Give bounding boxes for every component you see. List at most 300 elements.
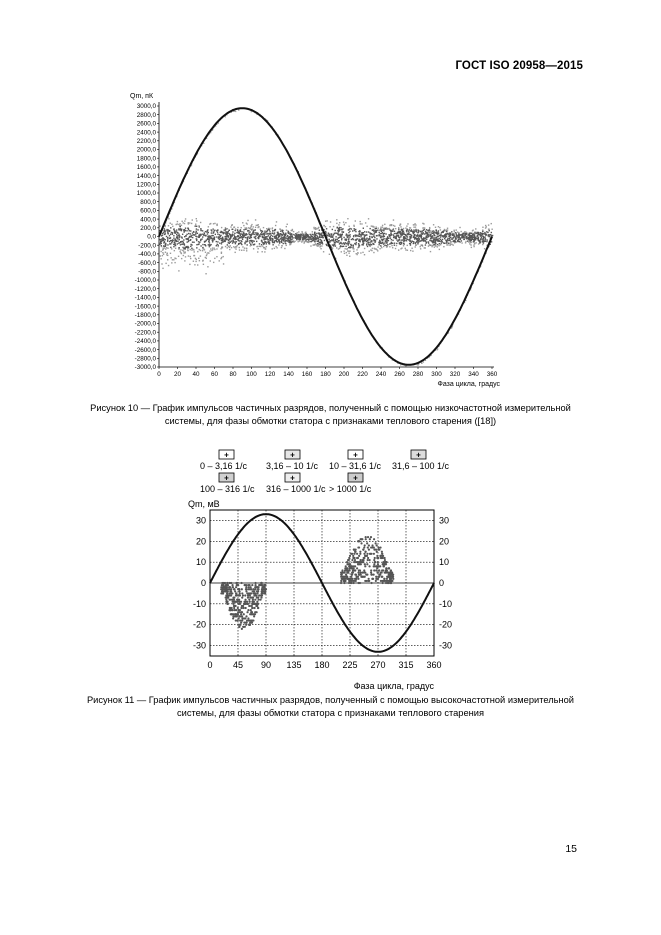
fig11-pulse-point — [252, 597, 254, 599]
fig10-pulse-point — [349, 231, 350, 232]
fig10-pulse-point — [186, 234, 187, 235]
fig10-pulse-point — [253, 248, 254, 249]
fig10-pulse-point — [283, 243, 284, 244]
fig10-pulse-point — [410, 240, 411, 241]
fig10-pulse-point — [427, 234, 428, 235]
fig10-pulse-point — [483, 239, 484, 240]
fig10-pulse-point — [332, 237, 333, 238]
fig11-pulse-point — [374, 557, 376, 559]
fig10-pulse-point — [174, 250, 175, 251]
fig10-pulse-point — [173, 244, 174, 245]
fig11-pulse-point — [384, 559, 386, 561]
fig10-pulse-point — [388, 240, 389, 241]
fig10-pulse-point — [422, 230, 423, 231]
fig11-pulse-point — [362, 561, 364, 563]
fig10-pulse-point — [243, 235, 244, 236]
fig11-pulse-point — [340, 580, 342, 582]
fig10-pulse-point — [452, 244, 453, 245]
fig10-pulse-point — [406, 230, 407, 231]
fig10-pulse-point — [400, 234, 401, 235]
fig10-pulse-point — [224, 241, 225, 242]
fig10-pulse-point — [293, 237, 294, 238]
fig10-x-tick-label: 260 — [394, 371, 405, 378]
fig10-pulse-point — [197, 251, 198, 252]
fig10-pulse-point — [393, 219, 394, 220]
fig10-pulse-point — [435, 243, 436, 244]
fig11-pulse-point — [377, 549, 379, 551]
fig10-pulse-point — [472, 229, 473, 230]
fig10-pulse-point — [220, 236, 221, 237]
fig10-pulse-point — [303, 242, 304, 243]
fig10-pulse-point — [266, 246, 267, 247]
fig10-pulse-point — [303, 238, 304, 239]
fig11-pulse-point — [373, 569, 375, 571]
fig10-pulse-point — [293, 241, 294, 242]
fig10-pulse-point — [328, 233, 329, 234]
fig11-pulse-point — [370, 569, 372, 571]
fig11-pulse-point — [241, 605, 243, 607]
fig10-pulse-point — [278, 244, 279, 245]
fig10-pulse-point — [254, 244, 255, 245]
legend-label: 100 – 316 1/с — [200, 484, 255, 494]
fig10-pulse-point — [438, 235, 439, 236]
fig10-wave-point — [225, 116, 226, 117]
fig10-pulse-point — [276, 247, 277, 248]
fig11-pulse-point — [252, 599, 254, 601]
fig10-pulse-point — [291, 230, 292, 231]
fig10-pulse-point — [438, 245, 439, 246]
fig11-pulse-point — [246, 592, 248, 594]
fig11-pulse-point — [248, 599, 250, 601]
fig11-pulse-point — [241, 611, 243, 613]
fig10-pulse-point — [341, 243, 342, 244]
fig10-pulse-point — [199, 234, 200, 235]
fig10-pulse-point — [438, 240, 439, 241]
fig10-pulse-point — [216, 248, 217, 249]
fig10-pulse-point — [405, 238, 406, 239]
fig10-y-tick-label: 2200,0 — [136, 138, 156, 145]
fig10-pulse-point — [353, 244, 354, 245]
fig10-pulse-point — [235, 243, 236, 244]
fig10-pulse-point — [441, 242, 442, 243]
fig10-pulse-point — [377, 230, 378, 231]
fig10-pulse-point — [176, 229, 177, 230]
fig10-pulse-point — [202, 230, 203, 231]
fig10-pulse-point — [188, 233, 189, 234]
fig11-pulse-point — [230, 613, 232, 615]
fig11-pulse-point — [251, 622, 253, 624]
fig11-pulse-point — [236, 601, 238, 603]
fig11-x-tick-label: 315 — [398, 660, 414, 670]
fig11-pulse-point — [376, 571, 378, 573]
fig10-pulse-point — [301, 234, 302, 235]
fig10-pulse-point — [325, 231, 326, 232]
fig11-pulse-point — [390, 571, 392, 573]
fig11-pulse-point — [235, 605, 237, 607]
fig10-pulse-point — [356, 249, 357, 250]
fig10-pulse-point — [341, 238, 342, 239]
fig10-pulse-point — [319, 234, 320, 235]
fig10-pulse-point — [440, 234, 441, 235]
fig10-pulse-point — [193, 242, 194, 243]
fig11-pulse-point — [241, 615, 243, 617]
fig10-pulse-point — [366, 243, 367, 244]
fig10-pulse-point — [485, 227, 486, 228]
fig11-pulse-point — [254, 584, 256, 586]
fig10-pulse-point — [425, 241, 426, 242]
fig10-pulse-point — [295, 236, 296, 237]
fig11-pulse-point — [259, 599, 261, 601]
fig10-pulse-point — [246, 248, 247, 249]
fig10-pulse-point — [359, 233, 360, 234]
fig10-pulse-point — [407, 250, 408, 251]
fig10-pulse-point — [467, 236, 468, 237]
fig11-pulse-point — [261, 590, 263, 592]
fig10-pulse-point — [231, 247, 232, 248]
fig10-pulse-point — [173, 229, 174, 230]
fig10-pulse-point — [188, 223, 189, 224]
fig10-pulse-point — [208, 244, 209, 245]
fig10-pulse-point — [480, 235, 481, 236]
fig10-pulse-point — [390, 230, 391, 231]
fig10-pulse-point — [474, 240, 475, 241]
fig10-pulse-point — [388, 238, 389, 239]
fig10-pulse-point — [255, 236, 256, 237]
fig11-pulse-point — [359, 553, 361, 555]
fig10-pulse-point — [227, 247, 228, 248]
fig10-pulse-point — [264, 235, 265, 236]
fig11-pulse-point — [387, 582, 389, 584]
fig10-pulse-point — [198, 258, 199, 259]
fig11-pulse-point — [241, 588, 243, 590]
fig10-pulse-point — [349, 228, 350, 229]
fig10-pulse-point — [203, 264, 204, 265]
fig10-pulse-point — [316, 244, 317, 245]
fig10-pulse-point — [408, 233, 409, 234]
fig10-pulse-point — [430, 235, 431, 236]
fig10-pulse-point — [162, 233, 163, 234]
fig10-pulse-point — [176, 241, 177, 242]
fig10-pulse-point — [179, 239, 180, 240]
fig10-pulse-point — [377, 246, 378, 247]
fig10-pulse-point — [301, 241, 302, 242]
fig11-pulse-point — [343, 582, 345, 584]
fig10-pulse-point — [256, 225, 257, 226]
fig10-pulse-point — [490, 234, 491, 235]
fig11-pulse-point — [237, 611, 239, 613]
fig10-pulse-point — [207, 266, 208, 267]
fig10-pulse-point — [322, 242, 323, 243]
fig10-pulse-point — [164, 247, 165, 248]
fig10-pulse-point — [264, 230, 265, 231]
fig11-pulse-point — [229, 592, 231, 594]
fig11-pulse-point — [241, 607, 243, 609]
fig10-pulse-point — [394, 244, 395, 245]
fig10-pulse-point — [257, 251, 258, 252]
fig10-pulse-point — [307, 234, 308, 235]
legend-label: 0 – 3,16 1/с — [200, 461, 248, 471]
figure-10-caption-line1: Рисунок 10 — График импульсов частичных разрядов, полученный с помощью низкочастотной измерительной — [90, 403, 571, 413]
fig10-pulse-point — [206, 258, 207, 259]
fig10-pulse-point — [199, 242, 200, 243]
fig10-pulse-point — [185, 251, 186, 252]
fig10-pulse-point — [457, 237, 458, 238]
fig11-pulse-point — [245, 584, 247, 586]
fig10-pulse-point — [212, 239, 213, 240]
fig11-pulse-point — [248, 624, 250, 626]
fig10-pulse-point — [312, 234, 313, 235]
fig10-pulse-point — [411, 248, 412, 249]
fig10-pulse-point — [431, 245, 432, 246]
fig10-pulse-point — [302, 233, 303, 234]
fig10-pulse-point — [213, 223, 214, 224]
fig11-pulse-point — [356, 576, 358, 578]
fig10-pulse-point — [163, 240, 164, 241]
fig11-pulse-point — [238, 626, 240, 628]
fig10-y-tick-label: 3000,0 — [136, 103, 156, 111]
fig10-pulse-point — [341, 231, 342, 232]
fig10-pulse-point — [279, 242, 280, 243]
fig11-pulse-point — [232, 603, 234, 605]
fig10-pulse-point — [409, 238, 410, 239]
fig10-y-tick-label: -1800,0 — [134, 312, 156, 319]
fig10-pulse-point — [314, 235, 315, 236]
fig10-pulse-point — [233, 227, 234, 228]
fig10-pulse-point — [343, 246, 344, 247]
fig10-pulse-point — [383, 233, 384, 234]
fig10-pulse-point — [400, 224, 401, 225]
fig10-pulse-point — [206, 253, 207, 254]
fig10-pulse-point — [316, 233, 317, 234]
fig10-pulse-point — [358, 244, 359, 245]
figure-11-chart — [180, 448, 480, 693]
fig10-pulse-point — [170, 237, 171, 238]
fig10-pulse-point — [310, 245, 311, 246]
fig11-pulse-point — [233, 615, 235, 617]
fig11-pulse-point — [388, 576, 390, 578]
fig10-pulse-point — [380, 233, 381, 234]
fig10-pulse-point — [167, 255, 168, 256]
fig11-pulse-point — [363, 576, 365, 578]
fig10-pulse-point — [281, 247, 282, 248]
fig11-pulse-point — [380, 571, 382, 573]
fig10-pulse-point — [482, 241, 483, 242]
fig10-pulse-point — [170, 253, 171, 254]
fig11-pulse-point — [262, 588, 264, 590]
fig10-pulse-point — [475, 228, 476, 229]
fig10-pulse-point — [181, 253, 182, 254]
fig10-pulse-point — [340, 236, 341, 237]
fig10-pulse-point — [202, 244, 203, 245]
fig10-pulse-point — [395, 248, 396, 249]
fig10-pulse-point — [189, 222, 190, 223]
fig10-pulse-point — [208, 240, 209, 241]
fig10-pulse-point — [351, 245, 352, 246]
fig10-pulse-point — [200, 255, 201, 256]
fig11-pulse-point — [223, 586, 225, 588]
fig10-pulse-point — [373, 252, 374, 253]
fig10-pulse-point — [440, 244, 441, 245]
fig10-pulse-point — [320, 245, 321, 246]
fig10-pulse-point — [181, 225, 182, 226]
fig10-pulse-point — [426, 229, 427, 230]
fig10-pulse-point — [179, 251, 180, 252]
fig10-pulse-point — [478, 240, 479, 241]
fig10-pulse-point — [436, 237, 437, 238]
fig10-pulse-point — [174, 242, 175, 243]
fig10-pulse-point — [452, 233, 453, 234]
fig10-pulse-point — [436, 232, 437, 233]
fig11-pulse-point — [254, 586, 256, 588]
fig10-pulse-point — [255, 219, 256, 220]
fig10-y-tick-label: 1200,0 — [136, 181, 156, 189]
fig10-pulse-point — [486, 239, 487, 240]
fig10-pulse-point — [166, 253, 167, 254]
fig10-pulse-point — [182, 250, 183, 251]
fig10-pulse-point — [171, 248, 172, 249]
fig11-pulse-point — [376, 551, 378, 553]
fig10-pulse-point — [376, 238, 377, 239]
fig10-pulse-point — [291, 242, 292, 243]
fig10-pulse-point — [482, 244, 483, 245]
fig10-pulse-point — [415, 224, 416, 225]
fig10-pulse-point — [456, 235, 457, 236]
figure-11-caption-line1: Рисунок 11 — График импульсов частичных разрядов, полученный с помощью высокочастотной измерительной — [86, 695, 574, 705]
fig10-pulse-point — [365, 235, 366, 236]
fig10-pulse-point — [230, 245, 231, 246]
legend-label: 31,6 – 100 1/с — [392, 461, 450, 471]
fig10-pulse-point — [398, 249, 399, 250]
fig11-pulse-point — [373, 563, 375, 565]
fig10-pulse-point — [194, 264, 195, 265]
fig10-pulse-point — [378, 244, 379, 245]
fig11-pulse-point — [344, 571, 346, 573]
fig11-pulse-point — [222, 592, 224, 594]
fig10-pulse-point — [429, 229, 430, 230]
fig10-pulse-point — [272, 230, 273, 231]
fig10-pulse-point — [396, 245, 397, 246]
fig10-pulse-point — [269, 231, 270, 232]
fig11-pulse-point — [390, 582, 392, 584]
fig10-pulse-point — [430, 238, 431, 239]
fig10-pulse-point — [430, 232, 431, 233]
fig11-pulse-point — [363, 569, 365, 571]
fig10-pulse-point — [227, 244, 228, 245]
fig10-pulse-point — [210, 223, 211, 224]
fig10-pulse-point — [247, 230, 248, 231]
fig10-pulse-point — [465, 234, 466, 235]
fig10-pulse-point — [206, 231, 207, 232]
fig10-pulse-point — [219, 260, 220, 261]
fig10-pulse-point — [177, 243, 178, 244]
fig10-pulse-point — [485, 233, 486, 234]
legend-label: 3,16 – 10 1/с — [266, 461, 319, 471]
fig10-pulse-point — [458, 232, 459, 233]
fig10-pulse-point — [363, 241, 364, 242]
fig10-pulse-point — [247, 220, 248, 221]
fig10-y-tick-label: -2000,0 — [134, 320, 156, 328]
fig10-pulse-point — [346, 252, 347, 253]
fig11-pulse-point — [242, 594, 244, 596]
fig10-wave-point — [437, 349, 438, 350]
fig10-pulse-point — [195, 261, 196, 262]
fig10-pulse-point — [222, 238, 223, 239]
fig11-pulse-point — [392, 576, 394, 578]
fig11-pulse-point — [376, 567, 378, 569]
fig10-pulse-point — [307, 239, 308, 240]
fig10-pulse-point — [453, 233, 454, 234]
fig11-pulse-point — [352, 580, 354, 582]
fig10-pulse-point — [485, 225, 486, 226]
fig11-x-tick-label: 45 — [232, 660, 244, 670]
fig10-y-tick-label: -200,0 — [138, 242, 156, 250]
fig10-pulse-point — [237, 227, 238, 228]
fig10-pulse-point — [464, 239, 465, 240]
fig10-pulse-point — [245, 237, 246, 238]
fig11-pulse-point — [255, 605, 257, 607]
fig11-pulse-point — [343, 578, 345, 580]
fig10-pulse-point — [178, 228, 179, 229]
fig11-pulse-point — [346, 561, 348, 563]
fig11-pulse-point — [364, 580, 366, 582]
fig10-pulse-point — [214, 223, 215, 224]
fig10-pulse-point — [226, 239, 227, 240]
fig10-y-tick-label: 400,0 — [140, 216, 156, 224]
fig10-pulse-point — [458, 236, 459, 237]
fig11-pulse-point — [384, 557, 386, 559]
fig10-x-tick-label: 20 — [173, 371, 182, 378]
fig11-pulse-point — [370, 571, 372, 573]
fig10-pulse-point — [219, 234, 220, 235]
fig10-pulse-point — [232, 231, 233, 232]
fig11-pulse-point — [354, 559, 356, 561]
fig10-pulse-point — [394, 225, 395, 226]
fig11-pulse-point — [255, 594, 257, 596]
fig10-pulse-point — [414, 237, 415, 238]
fig11-y-tick-label-right: 20 — [439, 536, 450, 547]
fig10-pulse-point — [311, 240, 312, 241]
fig10-pulse-point — [189, 264, 190, 265]
fig10-pulse-point — [334, 242, 335, 243]
fig10-pulse-point — [181, 221, 182, 222]
fig10-pulse-point — [469, 237, 470, 238]
fig10-pulse-point — [215, 234, 216, 235]
fig10-pulse-point — [178, 242, 179, 243]
fig11-pulse-point — [243, 613, 245, 615]
fig11-pulse-point — [345, 565, 347, 567]
fig10-pulse-point — [398, 232, 399, 233]
fig11-pulse-point — [377, 561, 379, 563]
fig11-pulse-point — [236, 599, 238, 601]
fig10-pulse-point — [230, 238, 231, 239]
fig11-x-tick-label: 360 — [426, 660, 442, 670]
fig11-pulse-point — [250, 586, 252, 588]
fig10-pulse-point — [455, 238, 456, 239]
fig10-pulse-point — [264, 251, 265, 252]
fig10-pulse-point — [386, 242, 387, 243]
fig10-pulse-point — [486, 231, 487, 232]
fig11-ylabel: Qm, мВ — [188, 499, 220, 509]
fig10-pulse-point — [187, 247, 188, 248]
fig10-pulse-point — [270, 239, 271, 240]
fig10-pulse-point — [269, 243, 270, 244]
fig10-pulse-point — [199, 249, 200, 250]
fig11-pulse-point — [236, 582, 238, 584]
fig11-pulse-point — [240, 582, 242, 584]
fig10-pulse-point — [446, 231, 447, 232]
fig10-pulse-point — [217, 246, 218, 247]
fig10-pulse-point — [208, 226, 209, 227]
